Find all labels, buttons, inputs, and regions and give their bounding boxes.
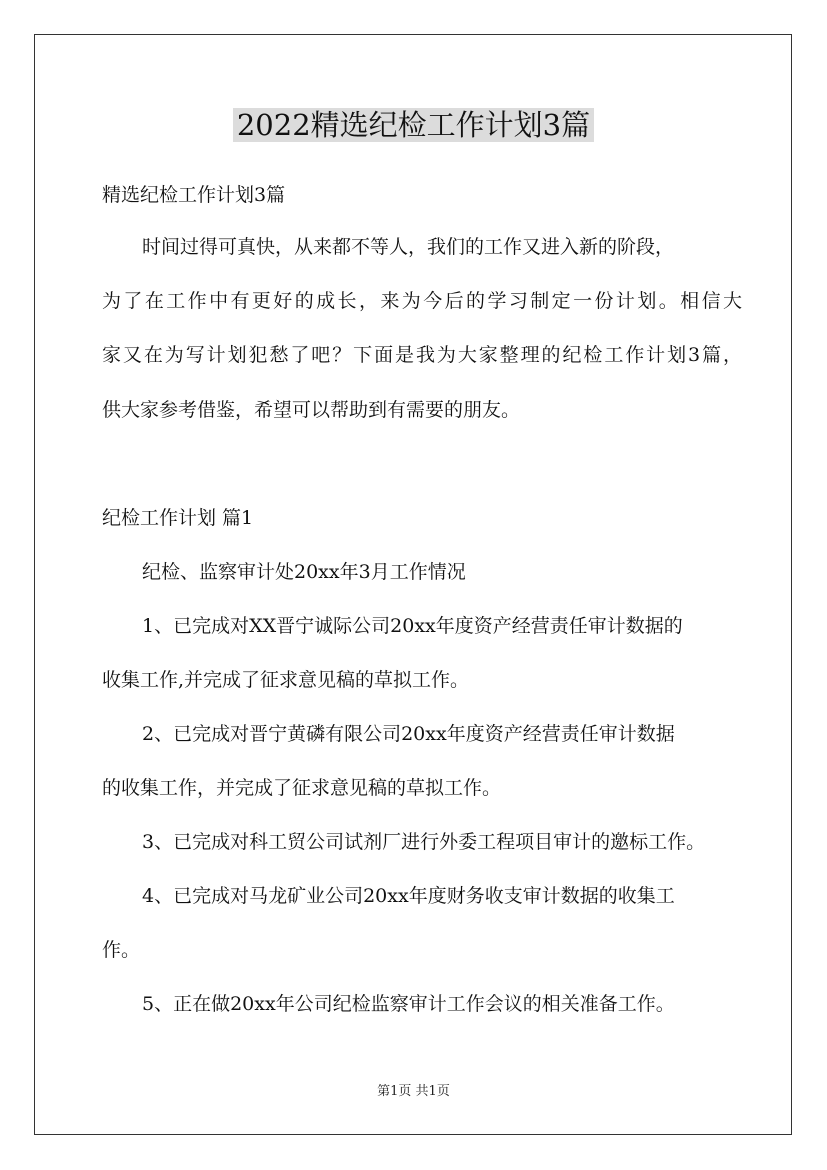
intro-line-2: 为了在工作中有更好的成长，来为今后的学习制定一份计划。相信大	[102, 290, 742, 312]
page-footer: 第1页 共1页	[377, 1084, 450, 1099]
intro-line-4: 供大家参考借鉴，希望可以帮助到有需要的朋友。	[102, 399, 521, 421]
section-lead: 纪检、监察审计处20xx年3月工作情况	[142, 561, 466, 583]
item-line-4: 的收集工作，并完成了征求意见稿的草拟工作。	[102, 777, 502, 799]
document-title	[0, 96, 827, 154]
section-heading: 纪检工作计划 篇1	[102, 507, 254, 529]
item-line-7: 作。	[102, 939, 141, 961]
item-line-3: 2、已完成对晋宁黄磷有限公司20xx年度资产经营责任审计数据	[142, 723, 675, 745]
intro-line-1: 时间过得可真快，从来都不等人，我们的工作又进入新的阶段，	[142, 236, 675, 258]
item-line-8: 5、正在做20xx年公司纪检监察审计工作会议的相关准备工作。	[142, 993, 675, 1015]
item-line-1: 1、已完成对XX晋宁诚际公司20xx年度资产经营责任审计数据的	[142, 615, 683, 637]
document-title-text: 2022精选纪检工作计划3篇	[233, 108, 594, 142]
intro-line-3: 家又在为写计划犯愁了吧？下面是我为大家整理的纪检工作计划3篇，	[102, 344, 742, 366]
item-line-5: 3、已完成对科工贸公司试剂厂进行外委工程项目审计的邀标工作。	[142, 831, 706, 853]
item-line-2: 收集工作,并完成了征求意见稿的草拟工作。	[102, 669, 470, 691]
item-line-6: 4、已完成对马龙矿业公司20xx年度财务收支审计数据的收集工	[142, 885, 675, 907]
document-subtitle: 精选纪检工作计划3篇	[102, 184, 286, 206]
